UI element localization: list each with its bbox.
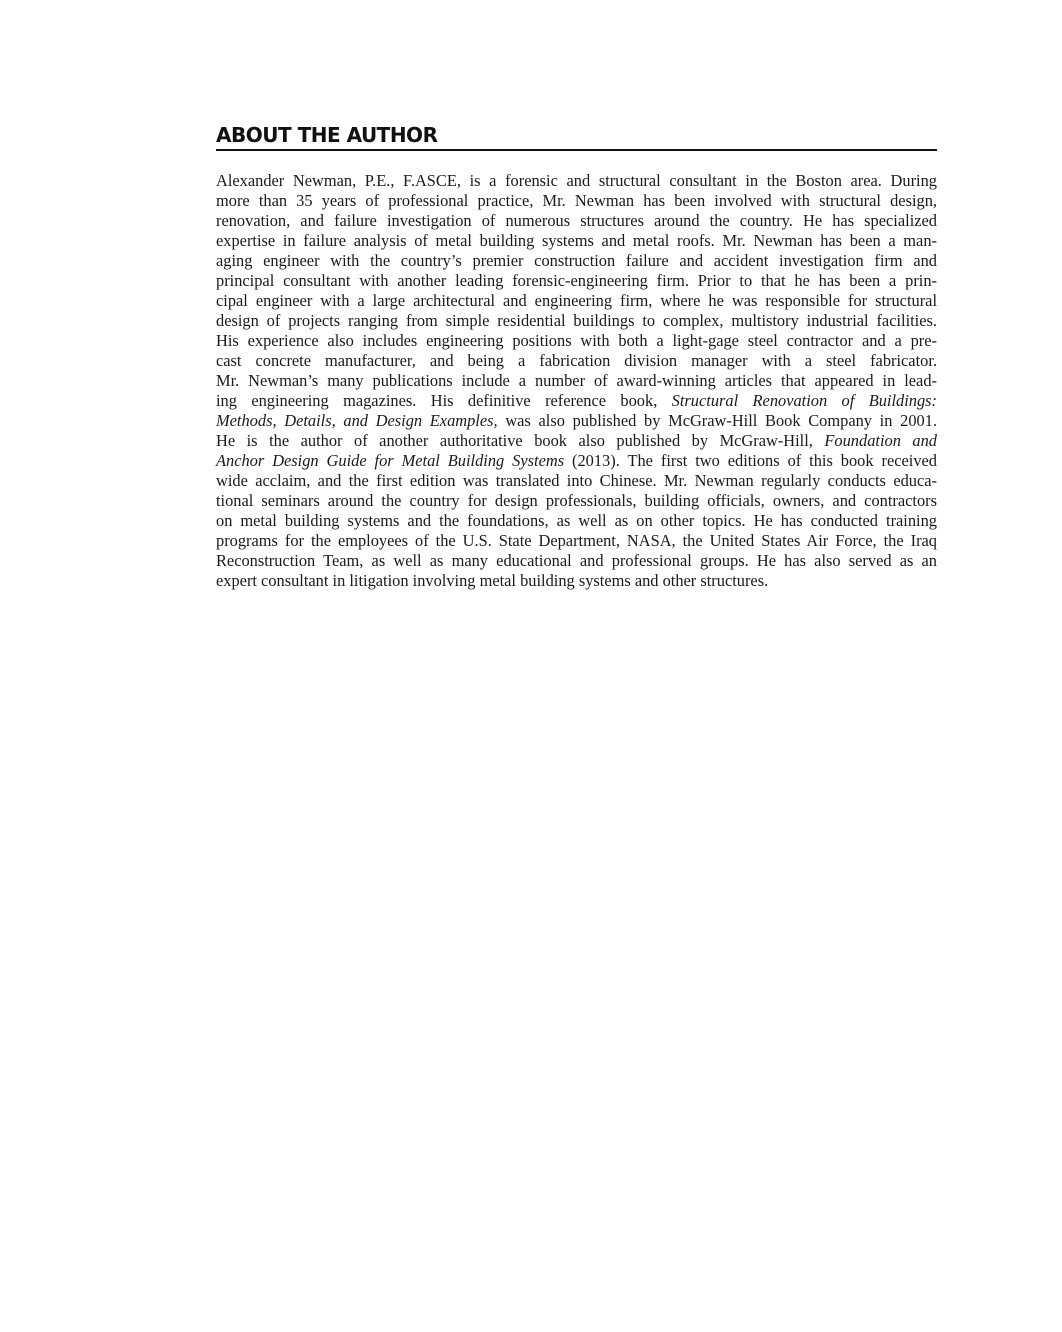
text-segment: His experience also includes engineering positions with both a light-gage steel contractor and a pre- (216, 331, 937, 350)
text-line (216, 471, 937, 491)
text-line (216, 491, 937, 511)
text-segment: Alexander Newman, P.E., F.ASCE, is a forensic and structural consultant in the Boston area. During (216, 171, 937, 190)
text-line (216, 511, 937, 531)
text-segment: (2013). The first two editions of this book received (564, 451, 937, 470)
book-title-text: Foundation and (824, 431, 937, 450)
text-segment: ing engineering magazines. His definitive reference book, (216, 391, 672, 410)
text-line (216, 311, 937, 331)
text-line (216, 571, 937, 591)
text-line (216, 251, 937, 271)
book-title-text: Methods, Details, and Design Examples, (216, 411, 498, 430)
text-segment: programs for the employees of the U.S. State Department, NASA, the United States Air Force, the Iraq (216, 531, 937, 550)
book-title-text: Structural Renovation of Buildings: (671, 391, 937, 410)
text-line (216, 211, 937, 231)
text-line (216, 171, 937, 191)
author-bio-paragraph (216, 171, 937, 591)
text-line (216, 371, 937, 391)
text-segment: Reconstruction Team, as well as many educational and professional groups. He has also served as an (216, 551, 937, 570)
text-segment: on metal building systems and the foundations, as well as on other topics. He has conducted training (216, 511, 937, 530)
text-line (216, 231, 937, 251)
text-segment: principal consultant with another leading forensic-engineering firm. Prior to that he has been a prin- (216, 271, 937, 290)
text-line (216, 271, 937, 291)
text-segment: expertise in failure analysis of metal building systems and metal roofs. Mr. Newman has been a man- (216, 231, 937, 250)
heading-rule (216, 149, 937, 151)
text-segment: was also published by McGraw-Hill Book Company in 2001. (497, 411, 937, 430)
text-line (216, 451, 937, 471)
text-line (216, 191, 937, 211)
text-segment: wide acclaim, and the first edition was translated into Chinese. Mr. Newman regularly conducts educa- (216, 471, 937, 490)
text-segment: tional seminars around the country for design professionals, building officials, owners, and contractors (216, 491, 937, 510)
section-heading: ABOUT THE AUTHOR (216, 123, 438, 147)
text-line (216, 391, 937, 411)
text-segment: more than 35 years of professional practice, Mr. Newman has been involved with structural design, (216, 191, 937, 210)
text-line (216, 551, 937, 571)
text-segment: He is the author of another authoritative book also published by McGraw-Hill, (216, 431, 825, 450)
text-line (216, 531, 937, 551)
text-line (216, 431, 937, 451)
text-segment: Mr. Newman’s many publications include a number of award-winning articles that appeared in lead- (216, 371, 937, 390)
text-line (216, 351, 937, 371)
text-line (216, 411, 937, 431)
text-segment: cast concrete manufacturer, and being a fabrication division manager with a steel fabricator. (216, 351, 937, 370)
text-line (216, 291, 937, 311)
text-segment: cipal engineer with a large architectural and engineering firm, where he was responsible for structural (216, 291, 937, 310)
text-segment: renovation, and failure investigation of numerous structures around the country. He has specialized (216, 211, 937, 230)
text-line (216, 331, 937, 351)
text-segment: expert consultant in litigation involving metal building systems and other structures. (216, 571, 769, 590)
text-segment: design of projects ranging from simple residential buildings to complex, multistory industrial facilities. (216, 311, 937, 330)
book-title-text: Anchor Design Guide for Metal Building Systems (216, 451, 565, 470)
text-segment: aging engineer with the country’s premier construction failure and accident investigation firm and (216, 251, 937, 270)
